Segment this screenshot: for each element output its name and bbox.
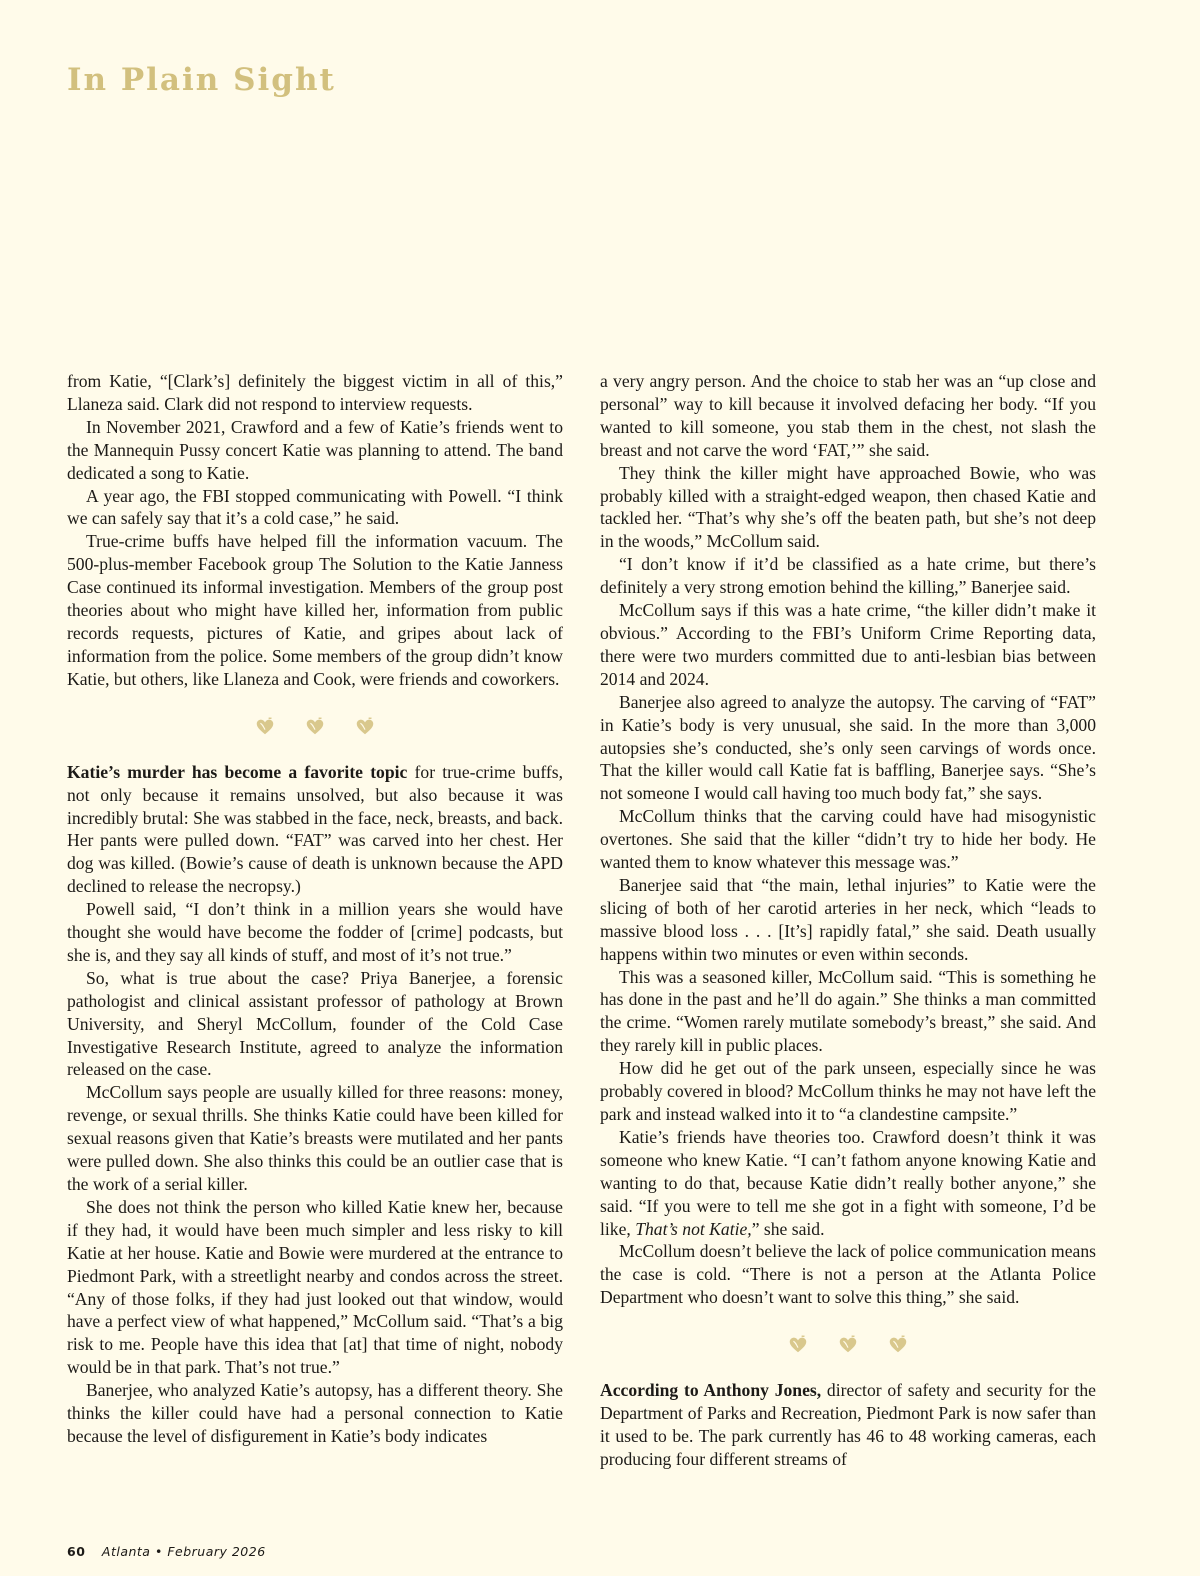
body-paragraph: True-crime buffs have helped fill the information vacuum. The 500-plus-member Facebook group The Solution to the Katie Janness Case continued its informal investigation. Members of the group post theories about who might have killed her, information from public records requests, pictures of Katie, and gripes about lack of information from the police. Some members of the group didn’t know Katie, but others, like Llaneza and Cook, were friends and coworkers. [67,531,563,689]
page-number: 60 [67,1544,86,1559]
body-paragraph: They think the killer might have approached Bowie, who was probably killed with a straight-edged weapon, then chased Katie and tackled her. “That’s why she’s off the beaten path, but she’s not deep in the woods,” McCollum said. [600,462,1096,552]
heart-leaf-ornament-icon [887,1333,909,1355]
body-paragraph: McCollum thinks that the carving could have had misogynistic overtones. She said that the killer “didn’t try to hide her body. He wanted them to know whatever this message was.” [600,806,1096,873]
body-paragraph: McCollum doesn’t believe the lack of police communication means the case is cold. “There is not a person at the Atlanta Police Department who doesn’t want to solve this thing,” she said. [600,1241,1096,1308]
italic-quote: That’s not Katie, [635,1218,752,1239]
body-paragraph: She does not think the person who killed Katie knew her, because if they had, it would have been much simpler and less risky to kill Katie at her house. Katie and Bowie were murdered at the entrance to Piedmont Park, with a streetlight nearby and condos across the street. “Any of those folks, if they had just looked out that window, would have a perfect view of what happened,” McCollum said. “That’s a big risk to me. People have this idea that [at] that time of night, nobody would be in that park. That’s not true.” [67,1196,563,1378]
lead-in-bold: According to Anthony Jones, [600,1380,822,1401]
section-break-ornaments [600,1321,1096,1367]
body-paragraph: Banerjee, who analyzed Katie’s autopsy, has a different theory. She thinks the killer could have had a personal connection to Katie because the level of disfigurement in Katie’s body indicates [67,1380,563,1446]
body-paragraph: A year ago, the FBI stopped communicating with Powell. “I think we can safely say that it’s a cold case,” he said. [67,485,563,529]
body-paragraph: “I don’t know if it’d be classified as a hate crime, but there’s definitely a very strong emotion behind the killing,” Banerjee said. [600,554,1096,598]
body-paragraph: McCollum says if this was a hate crime, “the killer didn’t make it obvious.” According to the FBI’s Uniform Crime Reporting data, there were two murders committed due to anti-lesbian bias between 2014 and 2024. [600,600,1096,689]
body-paragraph: a very angry person. And the choice to stab her was an “up close and personal” way to kill because it involved defacing her body. “If you wanted to kill someone, you stab them in the chest, not slash the breast and not carve the word ‘FAT,’” she said. [600,371,1096,460]
quote-text-end: ” she said. [751,1218,825,1239]
heart-leaf-ornament-icon [837,1333,859,1355]
footer-separator: • [154,1544,163,1559]
lead-paragraph [600,1379,1096,1471]
heart-leaf-ornament-icon [354,715,376,737]
section-break-ornaments [67,703,563,749]
body-paragraph: Powell said, “I don’t think in a million years she would have thought she would have become the fodder of [crime] podcasts, but she is, and they say all kinds of stuff, and most of it’s not true.” [67,899,563,965]
section-title: In Plain Sight [67,62,336,98]
body-paragraph [600,1126,1096,1241]
page-footer [67,1544,266,1559]
right-column [600,370,1096,1471]
publication-name: Atlanta [101,1544,151,1559]
body-paragraph: This was a seasoned killer, McCollum said. “This is something he has done in the past and he’ll do again.” She thinks a man committed the crime. “Women rarely mutilate somebody’s breast,” she said. And they rarely kill in public places. [600,966,1096,1056]
heart-leaf-ornament-icon [254,715,276,737]
quote-text: Katie’s friends have theories too. Crawford doesn’t think it was someone who knew Katie. “I can’t fathom anyone knowing Katie and wanting to do that, because Katie didn’t really bother anyone,” she said. “If you were to tell me she got in a fight with someone, I’d be like, [600,1126,1096,1239]
body-paragraph: How did he get out of the park unseen, especially since he was probably covered in blood? McCollum thinks he may not have left the park and instead walked into it to “a clandestine campsite.” [600,1058,1096,1124]
left-column [67,370,563,1448]
lead-in-rest: for true-crime buffs, not only because it remains unsolved, but also because it was incredibly brutal: She was stabbed in the face, neck, breasts, and back. Her pants were pulled down. “FAT” was carved into her chest. Her dog was killed. (Bowie’s cause of death is unknown because the APD declined to release the necropsy.) [67,761,563,897]
heart-leaf-ornament-icon [787,1333,809,1355]
body-paragraph: McCollum says people are usually killed for three reasons: money, revenge, or sexual thrills. She thinks Katie could have been killed for sexual reasons given that Katie’s breasts were mutilated and her pants were pulled down. She also thinks this could be an outlier case that is the work of a serial killer. [67,1082,563,1194]
lead-in-rest: director of safety and security for the Department of Parks and Recreation, Piedmont Park is now safer than it used to be. The park currently has 46 to 48 working cameras, each producing four different streams of [600,1380,1096,1469]
heart-leaf-ornament-icon [304,715,326,737]
body-paragraph: Banerjee said that “the main, lethal injuries” to Katie were the slicing of both of her carotid arteries in her neck, which “leads to massive blood loss . . . [It’s] rapidly fatal,” she said. Death usually happens within two minutes or even within seconds. [600,874,1096,964]
body-paragraph: So, what is true about the case? Priya Banerjee, a forensic pathologist and clinical assistant professor of pathology at Brown University, and Sheryl McCollum, founder of the Cold Case Investigative Research Institute, agreed to analyze the information released on the case. [67,967,563,1080]
body-paragraph: Banerjee also agreed to analyze the autopsy. The carving of “FAT” in Katie’s body is very unusual, she said. In the more than 3,000 autopsies she’s conducted, she’s only seen carvings of words once. That the killer would call Katie fat is baffling, Banerjee says. “She’s not someone I would call having too much body fat,” she says. [600,691,1096,804]
lead-paragraph [67,761,563,898]
issue-date: February 2026 [167,1544,266,1559]
body-paragraph: In November 2021, Crawford and a few of Katie’s friends went to the Mannequin Pussy concert Katie was planning to attend. The band dedicated a song to Katie. [67,416,563,483]
lead-in-bold: Katie’s murder has become a favorite topic [67,761,408,782]
body-paragraph: from Katie, “[Clark’s] definitely the biggest victim in all of this,” Llaneza said. Clark did not respond to interview requests. [67,371,563,414]
